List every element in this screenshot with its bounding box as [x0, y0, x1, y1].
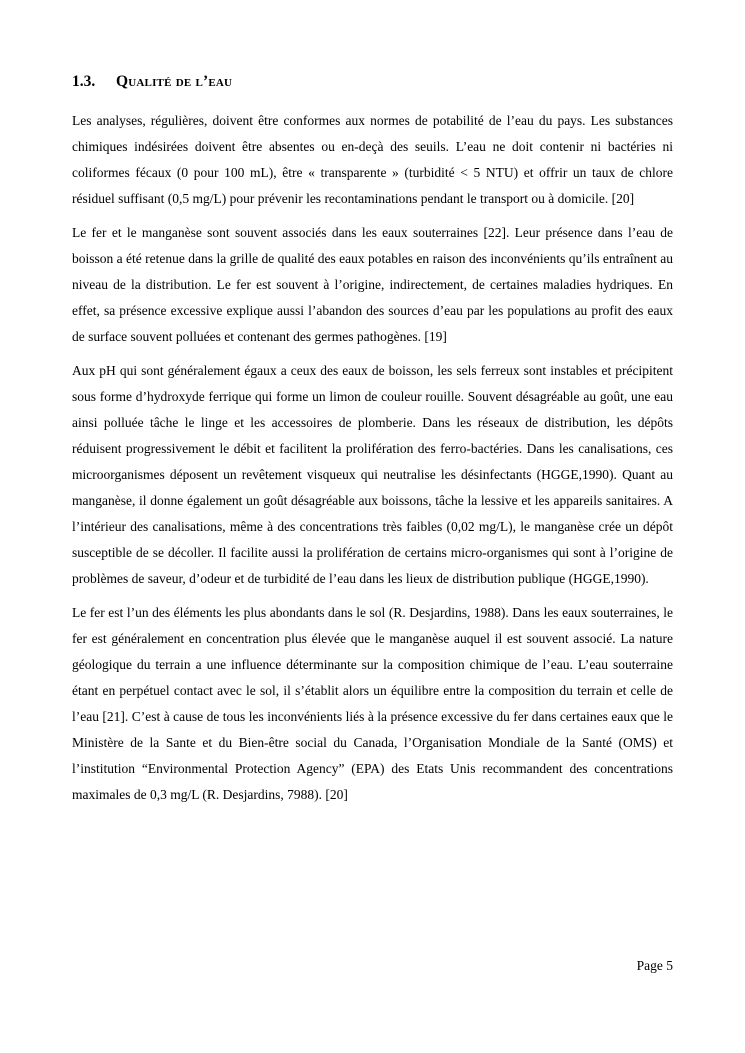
paragraph-4: Le fer est l’un des éléments les plus abondants dans le sol (R. Desjardins, 1988). Dans les eaux souterraines, le fer est généralement en concentration plus élevée que le manganèse auquel il est souvent associé. La nature géologique du terrain a une influence déterminante sur la composition chimique de l’eau. L’eau souterraine étant en perpétuel contact avec le sol, il s’établit alors un équilibre entre la composition du terrain et celle de l’eau [21]. C’est à cause de tous les inconvénients liés à la présence excessive du fer dans certaines eaux que le Ministère de la Sante et du Bien-être social du Canada, l’Organisation Mondiale de la Santé (OMS) et l’institution “Environmental Protection Agency” (EPA) des Etats Unis recommandent des concentrations maximales de 0,3 mg/L (R. Desjardins, 7988). [20] [72, 605, 673, 802]
paragraph-1: Les analyses, régulières, doivent être conformes aux normes de potabilité de l’eau du pays. Les substances chimiques indésirées doivent être absentes ou en-deçà des seuils. L’eau ne doit contenir ni bactéries ni coliformes fécaux (0 pour 100 mL), être « transparente » (turbidité < 5 NTU) et offrir un taux de chlore résiduel suffisant (0,5 mg/L) pour prévenir les recontaminations pendant le transport ou à domicile. [20] [72, 113, 673, 206]
section-heading [72, 68, 673, 96]
section-number: 1.3. [72, 73, 96, 90]
paragraph-2: Le fer et le manganèse sont souvent associés dans les eaux souterraines [22]. Leur présence dans l’eau de boisson a été retenue dans la grille de qualité des eaux potables en raison des inconvénients qu’ils entraînent au niveau de la distribution. Le fer est souvent à l’origine, indirectement, de certaines maladies hydriques. En effet, sa présence excessive explique aussi l’abandon des sources d’eau par les populations au profit des eaux de surface souvent polluées et contenant des germes pathogènes. [19] [72, 225, 673, 344]
page-number: Page 5 [636, 958, 673, 973]
paragraph-3: Aux pH qui sont généralement égaux a ceux des eaux de boisson, les sels ferreux sont instables et précipitent sous forme d’hydroxyde ferrique qui forme un limon de couleur rouille. Souvent désagréable au goût, une eau ainsi polluée tâche le linge et les accessoires de plomberie. Dans les réseaux de distribution, les dépôts réduisent progressivement le débit et facilitent la prolifération des ferro-bactéries. Dans les canalisations, ces microorganismes déposent un revêtement visqueux qui neutralise les désinfectants (HGGE,1990). Quant au manganèse, il donne également un goût désagréable aux boissons, tâche la lessive et les appareils sanitaires. A l’intérieur des canalisations, même à des concentrations très faibles (0,02 mg/L), le manganèse crée un dépôt susceptible de se décoller. Il facilite aussi la prolifération de certains micro-organismes qui sont à l’origine de problèmes de saveur, d’odeur et de turbidité de l’eau dans les lieux de distribution publique (HGGE,1990). [72, 363, 673, 586]
section-title: Qualité de l’eau [116, 73, 233, 90]
page-content [72, 68, 673, 816]
